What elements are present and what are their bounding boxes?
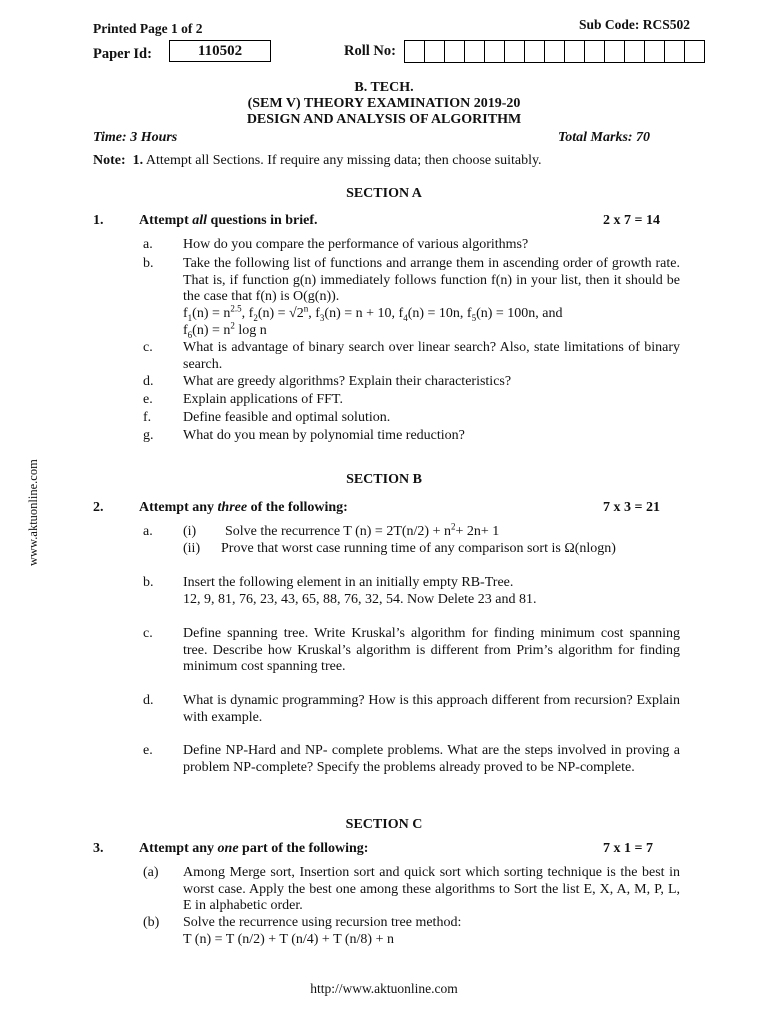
q2c-label: c.: [143, 626, 153, 641]
q1-instruction: [139, 213, 318, 229]
q2a-i-sup: 2: [450, 521, 456, 532]
q1g-label: g.: [143, 428, 154, 443]
q2a-ii-label: (ii): [183, 541, 201, 556]
q1e-text: Explain applications of FFT.: [183, 392, 343, 407]
q3-instruction: [139, 841, 368, 857]
f6-end: log n: [234, 322, 267, 338]
q1f-text: Define feasible and optimal solution.: [183, 410, 391, 425]
note-number: 1.: [132, 153, 144, 168]
q1d-label: d.: [143, 374, 154, 389]
q3-instruction-pre: Attempt any: [139, 841, 218, 856]
q2b-label: b.: [143, 575, 154, 590]
f2-name: , f: [241, 306, 254, 321]
q3-instruction-post: part of the following:: [238, 841, 369, 856]
f2-sup: n: [303, 303, 309, 314]
f4-eq: (n) = 10n, f: [407, 306, 472, 321]
q2a-i-label: (i): [183, 524, 197, 539]
q3-instruction-em: one: [217, 841, 239, 856]
q1a-text: How do you compare the performance of various algorithms?: [183, 237, 529, 252]
q1g-text: What do you mean by polynomial time reduction?: [183, 428, 465, 443]
q3b-label: (b): [143, 915, 160, 930]
f6-sub: 6: [187, 329, 193, 340]
paper-id-value: 110502: [169, 40, 271, 62]
f1-sub: 1: [187, 312, 193, 323]
f3-eq: (n) = n + 10, f: [324, 306, 404, 321]
q3b-text-line2: T (n) = T (n/2) + T (n/4) + T (n/8) + n: [183, 932, 394, 947]
q2d-label: d.: [143, 693, 154, 708]
q3-number: 3.: [93, 841, 104, 856]
q3a-label: (a): [143, 865, 159, 880]
q2d-text: What is dynamic programming? How is this approach different from recursion? Explain with example.: [183, 693, 680, 725]
q1-instruction-em: all: [192, 213, 208, 228]
q3-marks: 7 x 1 = 7: [603, 841, 653, 856]
q1c-label: c.: [143, 340, 153, 355]
q3b-text-line1: Solve the recurrence using recursion tree method:: [183, 915, 462, 930]
note: [93, 153, 542, 169]
q1c-text: What is advantage of binary search over linear search? Also, state limitations of binary search.: [183, 340, 680, 372]
q2a-label: a.: [143, 524, 153, 539]
q2e-text: Define NP-Hard and NP- complete problems. What are the steps involved in proving a problem NP-complete? Specify the problems already proved to be NP-complete.: [183, 743, 680, 775]
f1-eq: (n) = n: [192, 306, 231, 321]
f6-eq: (n) = n: [192, 322, 231, 338]
q2b-text-line2: 12, 9, 81, 76, 23, 43, 65, 88, 76, 32, 54. Now Delete 23 and 81.: [183, 592, 537, 607]
q2-instruction: [139, 500, 348, 516]
total-marks-label: Total Marks: 70: [558, 130, 651, 145]
q2a-i-text: [225, 521, 500, 540]
exam-title-line3: DESIGN AND ANALYSIS OF ALGORITHM: [246, 112, 522, 127]
q2-instruction-em: three: [217, 500, 248, 515]
q2-instruction-post: of the following:: [247, 500, 348, 515]
q1b-label: b.: [143, 256, 154, 271]
q2a-i-text-post: + 2n+ 1: [455, 524, 500, 539]
section-b-heading: SECTION B: [346, 472, 422, 487]
f6-sup: 2: [230, 319, 235, 330]
q1-instruction-post: questions in brief.: [207, 213, 318, 228]
q1e-label: e.: [143, 392, 153, 407]
q2c-text: Define spanning tree. Write Kruskal’s algorithm for finding minimum cost spanning tree. Describe how Kruskal’s algorithm is different from Prim’s algorithm for finding minimum cost spanning tree.: [183, 626, 680, 674]
q1f-label: f.: [143, 410, 152, 425]
time-label: Time: 3 Hours: [93, 130, 178, 145]
f6-name: f: [183, 322, 188, 338]
q2-marks: 7 x 3 = 21: [603, 500, 660, 515]
q2a-i-text-pre: Solve the recurrence T (n) = 2T(n/2) + n: [225, 524, 451, 539]
f3-name: , f: [308, 306, 320, 321]
exam-title-line1: B. TECH.: [354, 80, 414, 95]
f1-name: f: [183, 306, 188, 321]
q3a-text: Among Merge sort, Insertion sort and quick sort which sorting technique is the best in worst case. Apply the best one among these algorithms to Sort the list E, X, A, M, P, L, E in alphabetic order.: [183, 865, 680, 913]
section-a-heading: SECTION A: [346, 186, 422, 201]
roll-no-boxes: [404, 40, 705, 63]
q1-marks: 2 x 7 = 14: [603, 213, 660, 228]
q2a-ii-text: Prove that worst case running time of any comparison sort is Ω(nlogn): [221, 541, 616, 556]
q1-instruction-pre: Attempt: [139, 213, 193, 228]
f5-sub: 5: [471, 312, 477, 323]
q1-number: 1.: [93, 213, 104, 228]
roll-no-label: Roll No:: [344, 43, 396, 59]
q2e-label: e.: [143, 743, 153, 758]
f2-eq: (n) = √2: [257, 306, 304, 321]
section-c-heading: SECTION C: [345, 817, 423, 832]
q2b-text-line1: Insert the following element in an initially empty RB-Tree.: [183, 575, 514, 590]
q2-instruction-pre: Attempt any: [139, 500, 218, 515]
f1-sup: 2.5: [230, 303, 242, 314]
exam-title-line2: (SEM V) THEORY EXAMINATION 2019-20: [247, 96, 521, 111]
f2-sub: 2: [253, 312, 258, 323]
paper-id-label: Paper Id:: [93, 46, 152, 62]
note-label: Note:: [93, 153, 126, 168]
q1b-text: Take the following list of functions and arrange them in ascending order of growth rate. That is, if function g(n) immediately follows function f(n) in your list, then it should be the case that f(n) is O(g(n)).: [183, 256, 680, 304]
sub-code-label: Sub Code: RCS502: [579, 17, 691, 32]
f3-sub: 3: [319, 312, 325, 323]
q2-number: 2.: [93, 500, 104, 515]
side-watermark: www.aktuonline.com: [26, 459, 40, 566]
q1b-functions: [183, 303, 680, 340]
footer-url: http://www.aktuonline.com: [310, 981, 458, 996]
q1d-text: What are greedy algorithms? Explain their characteristics?: [183, 374, 512, 389]
f5-eq: (n) = 100n, and: [476, 306, 563, 321]
printed-page-label: Printed Page 1 of 2: [93, 21, 203, 36]
f4-sub: 4: [403, 312, 408, 323]
note-text: Attempt all Sections. If require any missing data; then choose suitably.: [145, 153, 542, 168]
q1a-label: a.: [143, 237, 153, 252]
